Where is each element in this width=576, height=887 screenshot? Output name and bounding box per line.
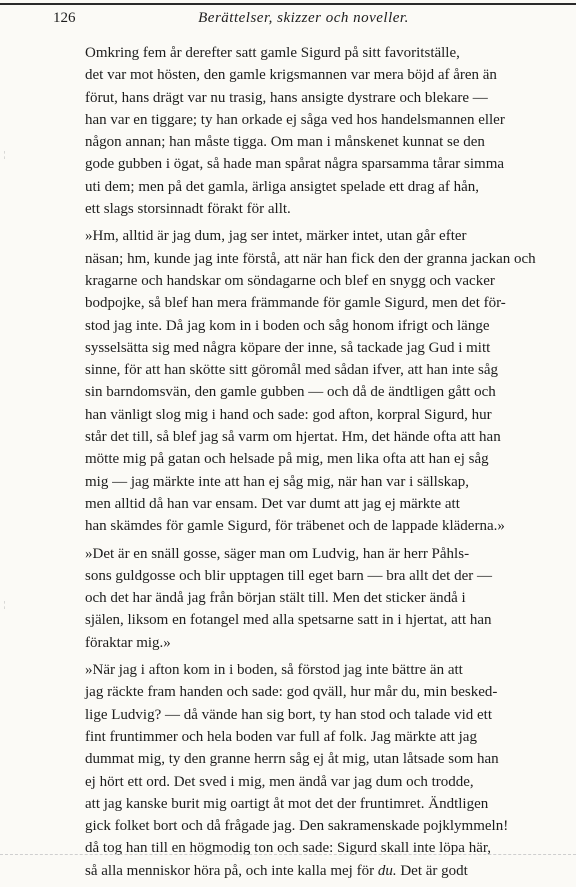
running-title: Berättelser, skizzer och noveller.	[198, 10, 409, 26]
text-line: då tog han till en högmodig ton och sade: Sigurd skall inte löpa här,	[85, 840, 491, 857]
bottom-edge-line	[0, 854, 576, 855]
text-line: han skämdes för gamle Sigurd, för träbenet och de lappade kläderna.»	[85, 518, 505, 535]
text-line: sin barndomsvän, den gamle gubben — och då de ändtligen gått och	[85, 384, 496, 401]
text-line: ej hört ett ord. Det sved i mig, men ändå var jag dum och trodde,	[85, 773, 474, 790]
text-line: han var en tiggare; ty han orkade ej såga ved hos handelsmannen eller	[85, 111, 505, 128]
text-line: mig — jag märkte inte att han ej såg mig, när han var i sällskap,	[85, 473, 470, 490]
text-line: det var mot hösten, den gamle krigsmannen var mera böjd af åren än	[85, 67, 497, 84]
text-line: ett slags storsinnadt förakt för allt.	[85, 201, 291, 218]
text-line: »Det är en snäll gosse, säger man om Ludvig, han är herr Påhls-	[85, 545, 470, 562]
text-line: kragarne och handskar om söndagarne och blef en snygg och vacker	[85, 272, 495, 289]
text-line: »Hm, alltid är jag dum, jag ser intet, märker intet, utan går efter	[85, 228, 467, 245]
text-line: lige Ludvig? — då vände han sig bort, ty han stod och talade vid ett	[85, 706, 492, 723]
page-number: 126	[53, 10, 76, 26]
text-line: Omkring fem år derefter satt gamle Sigurd på sitt favoritställe,	[85, 45, 460, 61]
text-line: sinne, för att han skötte sitt göromål med sådan ifver, att han inte såg	[85, 362, 499, 379]
text-line: sysselsätta sig med några köpare der inne, så tackade jag Gud i mitt	[85, 339, 491, 356]
margin-mark: ¦	[4, 150, 6, 159]
margin-mark: ¦	[4, 600, 6, 609]
text-line: gode gubben i ögat, så hade man spårat några sparsamma tårar simma	[85, 156, 505, 173]
emphasis: du.	[377, 862, 397, 879]
text-line: han vänligt slog mig i hand och sade: god afton, korpral Sigurd, hur	[85, 406, 492, 423]
text-line: och det har ändå jag från början stält till. Men det sticker ändå i	[85, 590, 466, 607]
text-line: förut, hans drägt var nu trasig, hans ansigte dystrare och blekare —	[85, 89, 488, 106]
body-text	[53, 42, 553, 887]
text-line: föraktar mig.»	[85, 634, 171, 651]
text-line: men alltid då han var ensam. Det var dumt att jag ej märkte att	[85, 495, 460, 512]
text-line: sons guldgosse och blir upptagen till eget barn — bra allt det der —	[85, 567, 492, 584]
page-header	[53, 10, 554, 32]
text-line: bodpojke, så blef han mera främmande för gamle Sigurd, men det för-	[85, 295, 506, 312]
text-line: jag räckte fram handen och sade: god qväll, hur mår du, min besked-	[85, 684, 498, 701]
text-line: näsan; hm, kunde jag inte förstå, att när han fick den der granna jackan och	[85, 250, 536, 267]
text-line: mötte mig på gatan och helsade på mig, men lika ofta att han ej såg	[85, 451, 489, 468]
text-line: står det till, så blef jag så varm om hjertat. Hm, det hände ofta att han	[85, 429, 501, 446]
text-line: fint fruntimmer och hela boden var full af folk. Jag märkte att jag	[85, 728, 477, 745]
text-line: att jag kanske burit mig oartigt åt mot det der fruntimret. Ändtligen	[85, 795, 489, 812]
paragraph	[53, 659, 553, 882]
text-line: så alla menniskor höra på, och inte kalla mej för du. Det är godt	[85, 862, 468, 879]
text-line: dummat mig, ty den granne herrn såg ej åt mig, utan låtsade som han	[85, 751, 499, 768]
text-line: stod jag inte. Då jag kom in i boden och såg honom ifrigt och länge	[85, 317, 490, 334]
top-rule	[0, 3, 576, 5]
text-line: någon annan; han måste tigga. Om man i månskenet kunnat se den	[85, 134, 485, 151]
paragraph	[53, 225, 553, 537]
text-line: själen, liksom en fotangel med alla spetsarne satt in i hjertat, att han	[85, 612, 492, 629]
paragraph	[53, 543, 553, 654]
text-line: »När jag i afton kom in i boden, så förstod jag inte bättre än att	[85, 662, 463, 679]
text-line: gick folket bort och då frågade jag. Den sakramenskade pojklymmeln!	[85, 818, 509, 835]
paragraph	[53, 42, 553, 220]
text-line: uti dem; men på det gamla, ärliga ansigtet spelade ett drag af hån,	[85, 178, 480, 195]
